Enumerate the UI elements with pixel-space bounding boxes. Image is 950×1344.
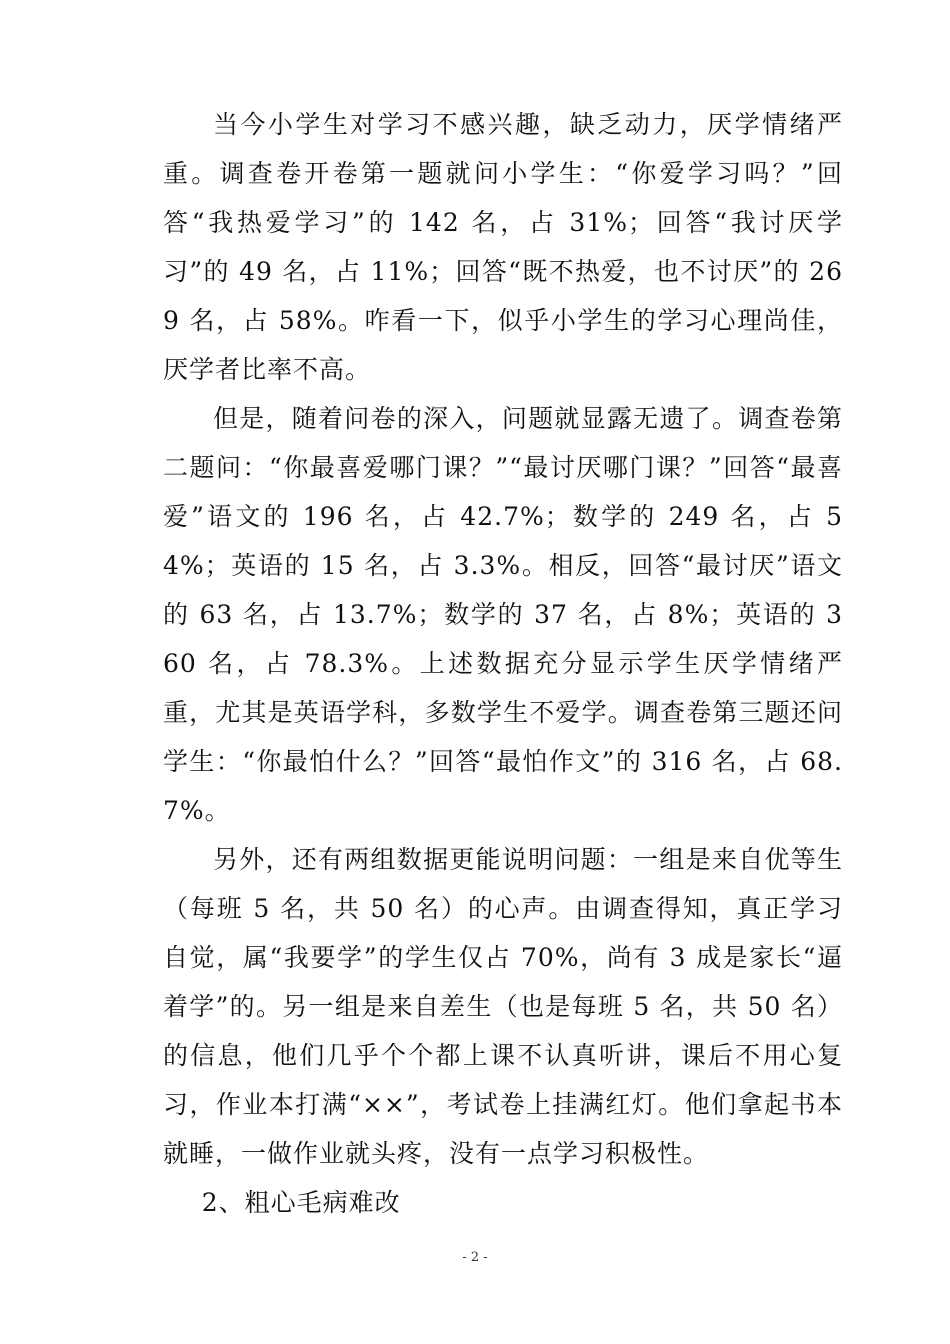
paragraph-1: 当今小学生对学习不感兴趣，缺乏动力，厌学情绪严重。调查卷开卷第一题就问小学生：“你爱学习吗？”回答“我热爱学习”的 142 名，占 31%；回答“我讨厌学习”的 49 名，占 11%；回答“既不热爱，也不讨厌”的 269 名，占 58%。咋看一下，似乎小学生的学习心理尚佳，厌学者比率不高。 [163, 110, 843, 384]
paragraph-2: 但是，随着问卷的深入，问题就显露无遗了。调查卷第二题问：“你最喜爱哪门课？”“最讨厌哪门课？”回答“最喜爱”语文的 196 名，占 42.7%；数学的 249 名，占 54%；英语的 15 名，占 3.3%。相反，回答“最讨厌”语文的 63 名，占 13.7%；数学的 37 名，占 8%；英语的 360 名，占 78.3%。上述数据充分显示学生厌学情绪严重，尤其是英语学科，多数学生不爱学。调查卷第三题还问学生：“你最怕什么？”回答“最怕作文”的 316 名，占 68.7%。 [163, 404, 843, 825]
document-body [163, 100, 843, 1227]
page-number: - 2 - [462, 1250, 488, 1265]
section-heading: 2、粗心毛病难改 [201, 1188, 401, 1217]
paragraph-3: 另外，还有两组数据更能说明问题：一组是来自优等生（每班 5 名，共 50 名）的心声。由调查得知，真正学习自觉，属“我要学”的学生仅占 70%，尚有 3 成是家长“逼着学”的。另一组是来自差生（也是每班 5 名，共 50 名）的信息，他们几乎个个都上课不认真听讲，课后不用心复习，作业本打满“××”，考试卷上挂满红灯。他们拿起书本就睡，一做作业就头疼，没有一点学习积极性。 [163, 845, 843, 1168]
